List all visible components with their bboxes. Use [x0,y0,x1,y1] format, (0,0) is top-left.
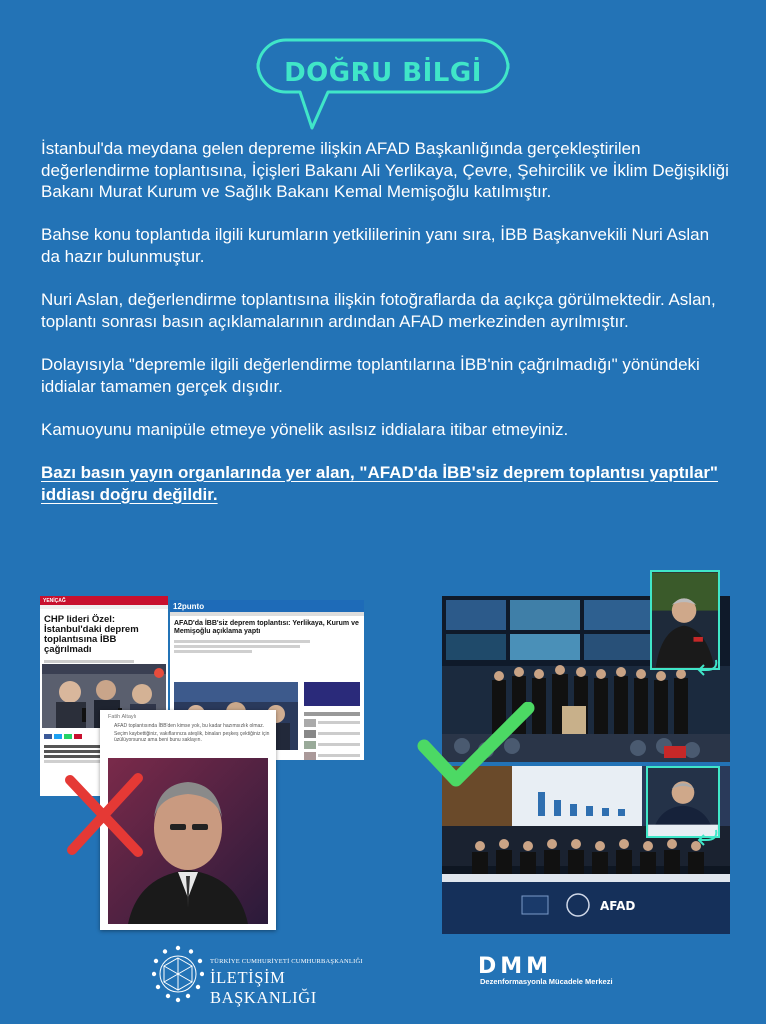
afad-banner: AFAD [600,899,636,913]
org-subtitle: TÜRKİYE CUMHURİYETİ CUMHURBAŞKANLIĞI [210,958,363,965]
inset-portrait-top [650,570,720,670]
dmm-subtitle: Dezenformasyonla Mücadele Merkezi [480,977,613,986]
dogru-bilgi-badge [256,38,510,134]
news-headline: AFAD'da İBB'siz deprem toplantısı: Yerlikaya, Kurum ve Memişoğlu açıklama yaptı [174,620,359,635]
iletisim-logo [152,944,392,1006]
paragraph-4: Dolayısıyla "depremle ilgili değerlendirme toplantılarına İBB'nin çağrılmadığı" yönündeki iddialar tamamen gerçek dışıdır. [41,354,700,396]
post-text-line-1: AFAD toplantısında İBB'den kimse yok, bu kadar hazımsızlık olmaz. [114,723,265,729]
post-author: Fatih Altaylı [108,714,137,720]
site-logo: 12punto [173,601,205,611]
site-header [170,600,364,612]
paragraph-1: İstanbul'da meydana gelen depreme ilişkin AFAD Başkanlığında gerçekleştirilen değerlendirme toplantısına, İçişleri Bakanı Ali Yerlikaya, Çevre, Şehircilik ve İklim Değişikliği Bakanı Murat Kurum ve Sağlık Bakanı Kemal Memişoğlu katılmıştır. [41,139,729,202]
arrow-icon [696,656,720,676]
arrow-icon [696,826,720,846]
badge-label: DOĞRU BİLGİ [284,58,482,88]
site-logo: YENİÇAĞ [43,597,66,604]
post-text-line-2: Seçim kaybettiğiniz, vakıflarınıza ateşlik, binaları peşkeş çektiğiniz için üzülüyorsunuz ama beni bunu saklayın. [114,731,270,743]
paragraph-2: Bahse konu toplantıda ilgili kurumların yetkililerinin yanı sıra, İBB Başkanvekili Nuri Aslan da hazır bulunmuştur. [41,225,710,266]
false-claim-collage [40,596,366,932]
paragraph-5: Kamuoyunu manipüle etmeye yönelik asılsız iddialara itibar etmeyiniz. [41,419,569,439]
cross-icon [58,770,148,860]
news-headline: CHP lideri Özel: İstanbul'daki deprem toplantısına İBB çağrılmadı [44,614,139,655]
article-body [41,138,731,527]
evidence-collage [440,570,736,936]
paragraph-3: Nuri Aslan, değerlendirme toplantısına ilişkin fotoğraflarda da açıkça görülmektedir. Aslan, toplantı sonrası basın açıklamalarının ardından AFAD merkezinden ayrılmıştır. [41,290,716,331]
dmm-wordmark: DMM [478,954,553,979]
dmm-logo [478,954,638,994]
org-title: İLETİŞİM BAŞKANLIĞI [210,968,317,1007]
site-header [40,596,168,605]
check-icon [416,702,536,802]
star-emblem-icon [152,944,204,1004]
claim-statement: Bazı basın yayın organlarında yer alan, "AFAD'da İBB'siz deprem toplantısı yaptılar" iddiası doğru değildir. [41,462,718,504]
